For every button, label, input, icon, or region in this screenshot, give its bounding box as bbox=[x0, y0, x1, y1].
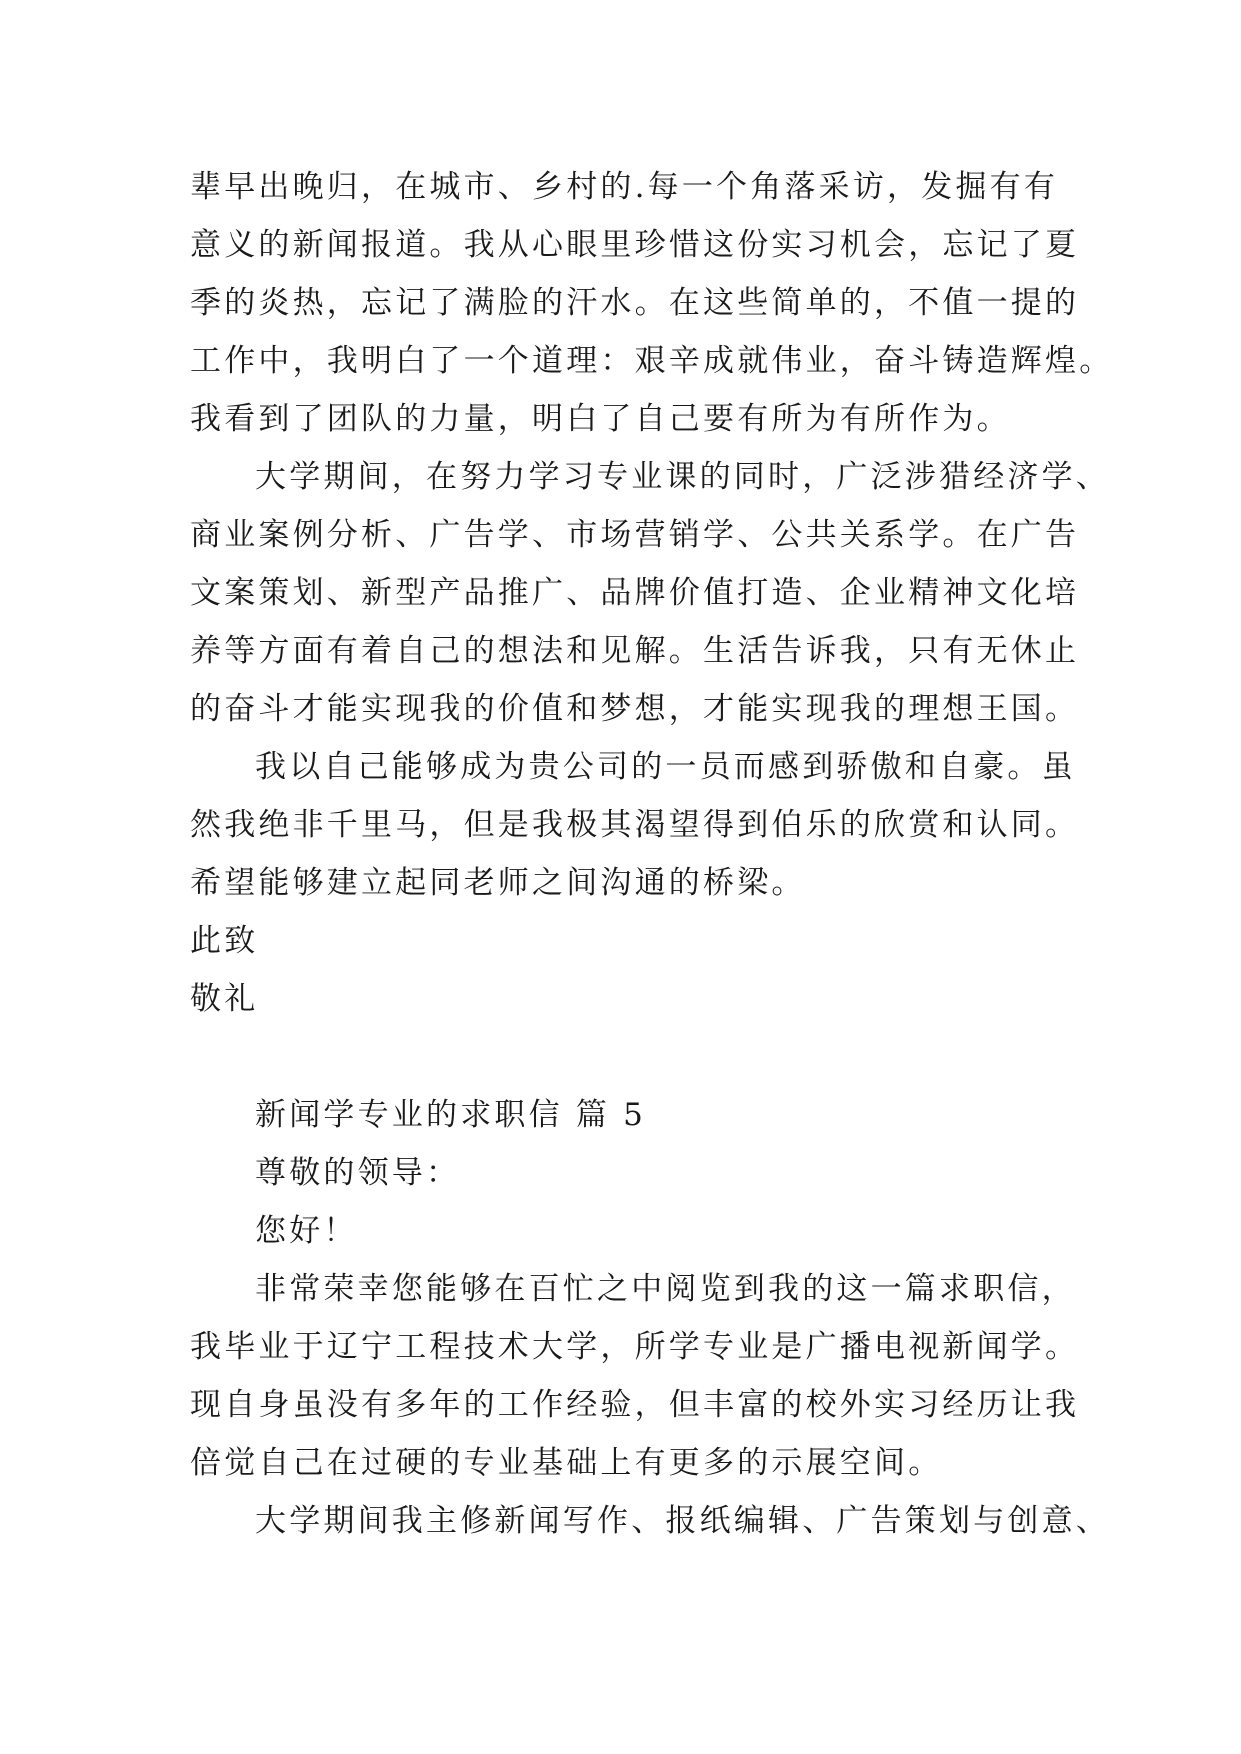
body-text-line: 文案策划、新型产品推广、品牌价值打造、企业精神文化培 bbox=[190, 575, 1080, 611]
paragraph-first-line: 我以自己能够成为贵公司的一员而感到骄傲和自豪。虽 bbox=[255, 749, 1076, 785]
body-text-line: 我毕业于辽宁工程技术大学，所学专业是广播电视新闻学。 bbox=[190, 1329, 1080, 1365]
body-text-line: 然我绝非千里马，但是我极其渴望得到伯乐的欣赏和认同。 bbox=[190, 807, 1080, 843]
greeting-line: 尊敬的领导： bbox=[255, 1155, 461, 1191]
paragraph-first-line: 非常荣幸您能够在百忙之中阅览到我的这一篇求职信， bbox=[255, 1271, 1076, 1307]
body-text-line: 意义的新闻报道。我从心眼里珍惜这份实习机会，忘记了夏 bbox=[190, 227, 1080, 263]
body-text-line: 商业案例分析、广告学、市场营销学、公共关系学。在广告 bbox=[190, 517, 1080, 553]
body-text-line: 工作中，我明白了一个道理：艰辛成就伟业，奋斗铸造辉煌。 bbox=[190, 343, 1114, 379]
body-text-line: 养等方面有着自己的想法和见解。生活告诉我，只有无休止 bbox=[190, 633, 1080, 669]
body-text-line: 希望能够建立起同老师之间沟通的桥梁。 bbox=[190, 865, 806, 901]
body-text-line: 现自身虽没有多年的工作经验，但丰富的校外实习经历让我 bbox=[190, 1387, 1080, 1423]
body-text-line: 季的炎热，忘记了满脸的汗水。在这些简单的，不值一提的 bbox=[190, 285, 1080, 321]
closing-salutation: 此致 bbox=[190, 923, 259, 959]
body-text-line: 我看到了团队的力量，明白了自己要有所为有所作为。 bbox=[190, 401, 1011, 437]
body-text-line: 倍觉自己在过硬的专业基础上有更多的示展空间。 bbox=[190, 1445, 943, 1481]
section-heading: 新闻学专业的求职信 篇 5 bbox=[255, 1097, 647, 1133]
paragraph-first-line: 大学期间，在努力学习专业课的同时，广泛涉猎经济学、 bbox=[255, 459, 1110, 495]
greeting-line: 您好！ bbox=[255, 1213, 358, 1249]
closing-regards: 敬礼 bbox=[190, 981, 259, 1017]
body-text-line: 辈早出晚归，在城市、乡村的.每一个角落采访，发掘有有 bbox=[190, 169, 1059, 205]
body-text-line: 的奋斗才能实现我的价值和梦想，才能实现我的理想王国。 bbox=[190, 691, 1080, 727]
paragraph-first-line: 大学期间我主修新闻写作、报纸编辑、广告策划与创意、 bbox=[255, 1503, 1110, 1539]
